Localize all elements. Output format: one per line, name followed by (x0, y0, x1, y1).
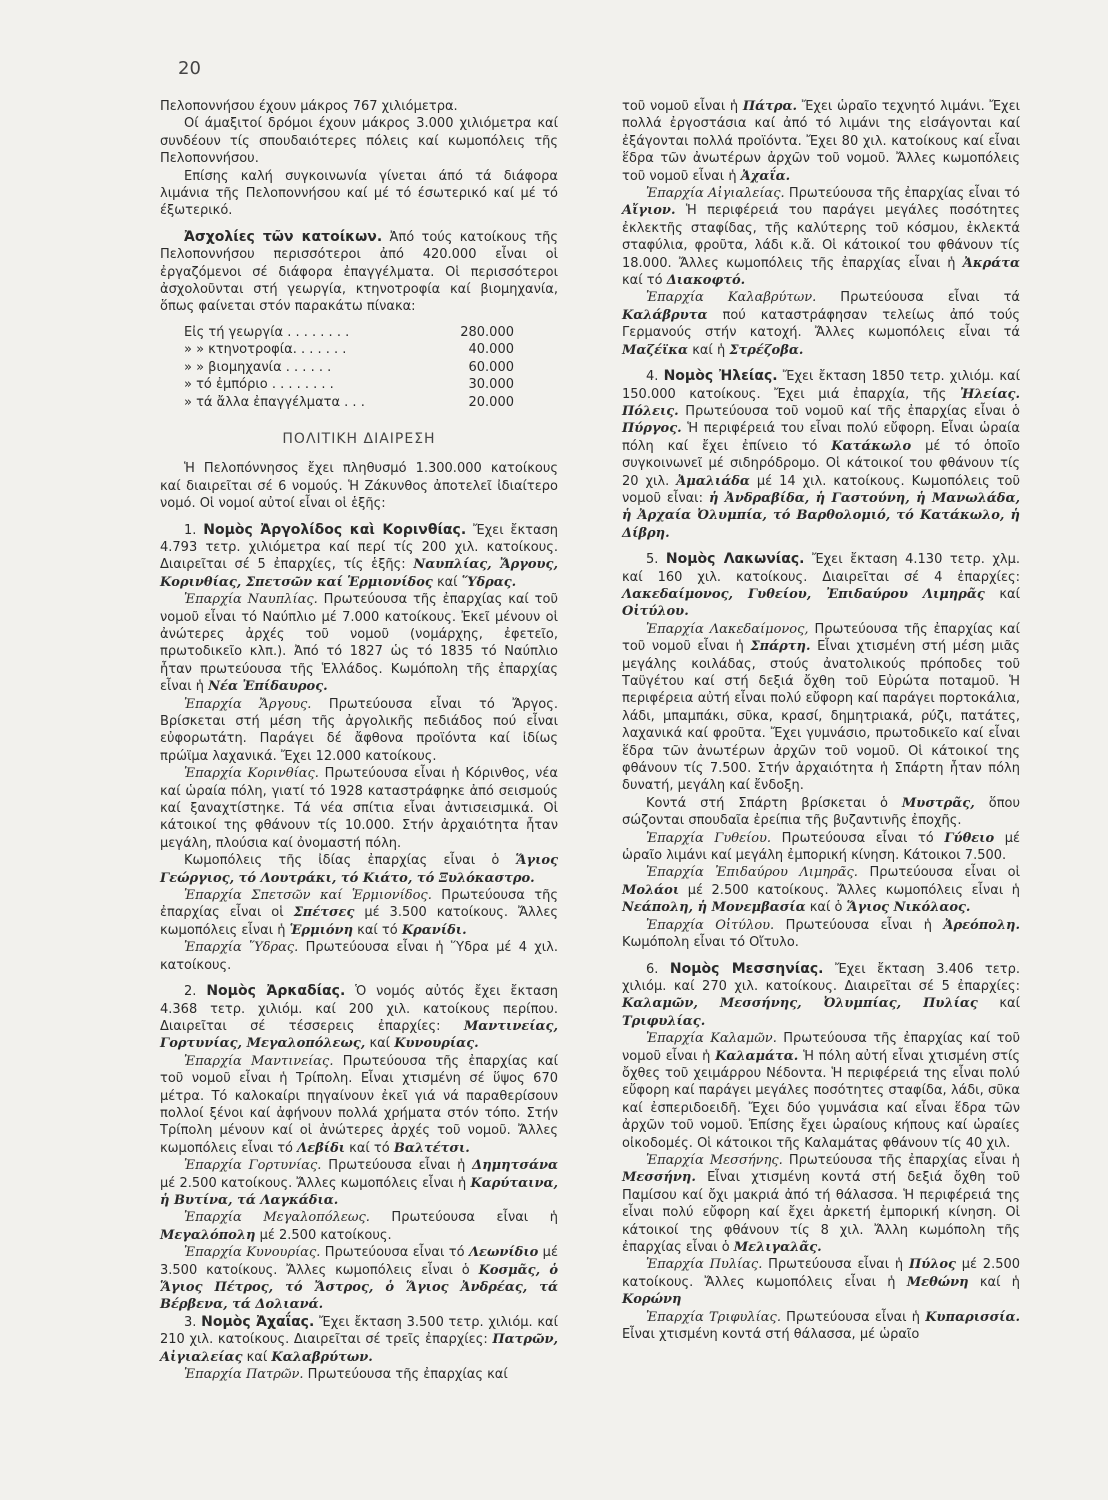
town-name: Κορώνη (622, 1292, 682, 1308)
right-column (622, 98, 1020, 1343)
province-text: μέ 2.500 κατοίκους. Ἄλλες κωμοπόλεις εἶναι ἡ (622, 1257, 1021, 1290)
province-text: Πρωτεύουσα εἶναι τό (781, 830, 934, 846)
province-text: πού καταστράφησαν τελείως ἀπό τούς Γερμανούς στήν κατοχή. Ἄλλες κωμοπόλεις εἶναι τά (622, 307, 1020, 341)
row-value: 40.000 (468, 342, 514, 358)
town-name: Μαζέϊκα (622, 342, 689, 358)
town-name: Ἑρμιόνη (289, 922, 354, 938)
province-text: Ἡ περιφέρειά του παράγει μεγάλες ποσότητες ἐκλεκτῆς σταφίδας, τῆς καλύτερης τοῦ κόσμου, ἐκλεκτά σταφύλια, φροῦτα, λάδι κ.ἄ. Οἱ κάτοικοί του φθάνουν τίς 18.000. Ἄλλες κωμοπόλεις τῆς ἐπαρχίας εἶναι ἡ (622, 203, 1020, 271)
province-list: Μαντινείας, Γορτυνίας, Μεγαλοπόλεως, (160, 1018, 558, 1052)
prefecture-text: Ἔχει ἔκταση 1850 τετρ. χιλιόμ. καί 150.000 κατοίκους. Ἔχει μιά ἐπαρχία, τῆς (622, 369, 1020, 402)
province-text: Πρωτεύουσα τῆς ἐπαρχίας εἶναι οἱ (160, 888, 559, 921)
province-text: Εἶναι χτισμένη στή μέση μιᾶς μεγάλης κοιλάδας, στούς ἀνατολικούς πρόποδες τοῦ Ταϋγέτου καί στή δεξιά ὄχθη τοῦ Εὐρώτα ποταμοῦ. Ἡ περιφέρεια αὐτή εἶναι πολύ εὔφορη καί παράγει πορτοκάλια, λάδι, μπαμπάκι, σῦκα, κρασί, δημητριακά, ρύζι, πατάτες, λαχανικά καί φροῦτα. Ἔχει γυμνάσιο, πρωτοδικεῖο καί εἶναι ἕδρα τῶν ἀνωτέρων ἀρχῶν τοῦ νομοῦ. Οἱ κάτοικοί της φθάνουν τίς 7.500. Στήν ἀρχαιότητα ἡ Σπάρτη ἦταν πόλη δυνατή, μεγάλη καί ἔνδοξη. (622, 639, 1020, 794)
province-megalopoli (160, 1209, 558, 1244)
conjunction: καί τό (622, 273, 663, 289)
table-row (184, 341, 514, 358)
province-patras (160, 1366, 558, 1383)
province-list: Λακεδαίμονος, Γυθείου, Ἐπιδαύρου Λιμηρᾶς (622, 586, 985, 602)
conjunction: καί τό (357, 922, 398, 938)
province-text: Πρωτεύουσα εἶναι τό Ἄργος. Βρίσκεται στή μέση τῆς ἀργολικῆς πεδιάδος πού εἶναι εὐφορωτάτη. Παράγει δέ ἄφθονα προϊόντα καί ἰδίως πρώϊμα λαχανικά. Ἔχει 12.000 κατοίκους. (160, 696, 558, 764)
patras-continued (622, 98, 1020, 185)
prefecture-5 (622, 551, 1020, 621)
province-name: Ἐπαρχία Γορτυνίας. (184, 1158, 322, 1174)
capital-name: Κυπαρισσία. (925, 1309, 1020, 1325)
conjunction: καί (246, 1349, 268, 1365)
korinthos-towns (160, 852, 558, 887)
province-last: Κυνουρίας. (394, 1036, 479, 1052)
town-name: Νέα Ἐπίδαυρος. (208, 679, 328, 695)
town-name: Μελιγαλᾶς. (733, 1240, 822, 1255)
section-title: ΠΟΛΙΤΙΚΗ ΔΙΑΙΡΕΣΗ (282, 430, 436, 447)
prefecture-number: 2. (184, 984, 197, 1000)
province-name: Ἐπαρχία Μεσσήνης. (646, 1152, 783, 1168)
page-number: 20 (178, 58, 201, 79)
province-text: Πρωτεύουσα εἶναι ἡ (768, 1257, 904, 1273)
prefecture-text: Ὁ νομός αὐτός ἔχει ἔκταση 4.368 τετρ. χιλιόμ. καί 200 χιλ. κατοίκους περίπου. Διαιρεῖται σέ τέσσερεις ἐπαρχίες: (160, 984, 558, 1034)
row-label: Εἰς τή γεωργία . . . . . . . . (184, 324, 350, 340)
province-name: Ἐπαρχία Πυλίας. (646, 1257, 763, 1273)
prefecture-number: 5. (646, 552, 659, 568)
conjunction: καί (999, 586, 1020, 602)
paragraph: Οί άμαξιτοί δρόμοι έχουν μάκρος 3.000 χιλιόμετρα καί συνδέουν τίς σπουδαιότερες πόλεις καί κωμοπόλεις τῆς Πελοποννήσου. (160, 116, 558, 167)
province-name: Ἠλείας. (959, 386, 1020, 402)
capital-name: Πάτρα. (742, 99, 798, 114)
town-name: Ἅγιος Νικόλαος. (846, 900, 971, 916)
occupations-table (184, 324, 514, 411)
capital-name: Σπάρτη. (750, 639, 811, 655)
province-text: Εἶναι χτισμένη κοντά στή θάλασσα, μέ ὡραῖο (622, 1327, 920, 1343)
town-list: Κοσμᾶς, ὁ Ἅγιος Πέτρος, τό Ἄστρος, ὁ Ἅγιος Ἀνδρέας, τά Βέρβενα, τά Δολιανά. (160, 1262, 559, 1313)
province-epidavros-limira (622, 864, 1020, 916)
province-text: Πρωτεύουσα εἶναι τό (324, 1245, 465, 1261)
town-name: Κρανίδι. (401, 922, 467, 938)
prefecture-6 (622, 961, 1020, 1031)
town-name: Ἀμαλιάδα (676, 473, 750, 489)
conjunction: καί (369, 1036, 391, 1052)
province-name: Ἐπαρχία Ναυπλίας. (184, 592, 318, 608)
town-name: Ἀκράτα (962, 255, 1020, 271)
province-text: Πρωτεύουσα εἶναι ἡ (785, 917, 932, 933)
row-label: » τά ἄλλα ἐπαγγέλματα . . . (184, 394, 365, 410)
province-name: Ἐπαρχία Κυνουρίας. (184, 1245, 321, 1261)
province-nafplio (160, 591, 558, 695)
capital-name: Γύθειο (944, 830, 995, 846)
province-pylia (622, 1256, 1020, 1308)
town-name: Κατάκωλο (831, 438, 912, 454)
row-label: » » βιομηχανία . . . . . . (184, 359, 332, 375)
capital-name: Μεγαλόπολη (160, 1227, 256, 1243)
prefecture-text: Ἔχει ἔκταση 4.793 τετρ. χιλιόμετρα καί περί τίς 200 χιλ. κατοίκους. Διαιρεῖται σέ 5 ἐπαρχίες, τίς ἑξῆς: (160, 522, 558, 573)
table-row (184, 324, 514, 341)
province-text: Πρωτεύουσα εἶναι ἡ (391, 1210, 558, 1226)
province-name: Ἐπαρχία Σπετσῶν καί Ἑρμιονίδος. (184, 888, 432, 904)
province-text: Πρωτεύουσα τῆς ἐπαρχίας καί τοῦ νομοῦ εἶναι ἡ (622, 1031, 1020, 1064)
row-value: 30.000 (468, 377, 514, 393)
province-gortynia (160, 1157, 558, 1209)
prefecture-text: Ἡ περιφέρειά του εἶναι πολύ εὔφορη. Εἶναι ὡραία πόλη καί ἔχει ἐπίνειο τό (622, 421, 1020, 454)
province-trifylia (622, 1309, 1020, 1344)
province-text: Ἔχει ὡραῖο τεχνητό λιμάνι. Ἔχει πολλά ἐργοστάσια καί ἀπό τό λιμάνι της εἰσάγονται καί ἐξάγονται πολλά προϊόντα. Ἔχει 80 χιλ. κατοίκους καί εἶναι ἕδρα τῶν ἀνωτέρων ἀρχῶν τοῦ νομοῦ. Ἄλλες κωμοπόλεις τοῦ νομοῦ εἶναι ἡ (622, 99, 1020, 184)
town-name: Λεβίδι (297, 1140, 346, 1156)
province-name: Ἐπαρχία Τριφυλίας. (646, 1309, 781, 1325)
province-text: Πρωτεύουσα τῆς ἐπαρχίας καί τοῦ νομοῦ εἶναι ἡ Τρίπολη. Εἶναι χτισμένη σέ ὕψος 670 μέτρα. Τό καλοκαίρι πηγαίνουν ἐκεῖ γιά νά παραθερίσουν πολλοί ξένοι καί ἀφήνουν πολλά χρήματα στόν τόπο. Στήν Τρίπολη μένουν καί οἱ ἀνώτερες ἀρχές τοῦ νομοῦ. Ἄλλες κωμοπόλεις εἶναι τό (160, 1053, 558, 1156)
capital-name: Πύργος. (622, 421, 682, 437)
town-list: Καρύταινα, ἡ Βυτίνα, τά Λαγκάδια. (160, 1175, 558, 1208)
towns-intro: Κωμοπόλεις τῆς ἰδίας ἐπαρχίας εἶναι ὁ (184, 853, 500, 869)
conjunction: καί (999, 996, 1020, 1012)
town-name: Μυστρᾶς, (901, 795, 975, 811)
town-list: ἡ Ἀνδραβίδα, ἡ Γαστούνη, ἡ Μανωλάδα, ἡ Ἀρχαία Ὀλυμπία, τό Βαρθολομιό, τό Κατάκωλο, ἡ Δίβρη. (622, 490, 1020, 541)
province-name: Ἐπαρχία Γυθείου. (646, 830, 772, 846)
prefecture-name: Νομὸς Μεσσηνίας. (669, 960, 824, 977)
province-hydra (160, 939, 558, 974)
capital-name: Καλάβρυτα (622, 307, 708, 323)
province-last: Τριφυλίας. (622, 1013, 706, 1029)
occupations-paragraph (160, 229, 558, 316)
province-last: Καλαβρύτων. (271, 1349, 373, 1365)
occupations-heading: Ἀσχολίες τῶν κατοίκων. (184, 228, 383, 245)
province-lakedaimon (622, 621, 1020, 795)
prefecture-name: Νομὸς Ἠλείας. (663, 368, 778, 385)
province-gytheio (622, 830, 1020, 865)
conjunction: καί τό (349, 1140, 390, 1156)
province-text: Πρωτεύουσα τῆς ἐπαρχίας καί τοῦ νομοῦ εἶναι τό Ναύπλιο μέ 7.000 κατοίκους. Ἐκεῖ μένουν οἱ ἀνώτερες ἀρχές τοῦ νομοῦ (νομάρχης, ἐφετεῖο, πρωτοδικεῖο κλπ.). Ἀπό τό 1827 ὡς τό 1835 τό Ναύπλιο ἦταν πρωτεύουσα τῆς Ἑλλάδος. Κωμόπολη τῆς ἐπαρχίας εἶναι ἡ (160, 592, 558, 695)
prefecture-text: Ἔχει ἔκταση 3.406 τετρ. χιλιόμ. καί 270 χιλ. κατοίκους. Διαιρεῖται σέ 5 ἐπαρχίες: (622, 961, 1020, 994)
province-text: μέ 3.500 κατοίκους. Ἄλλες κωμοπόλεις εἶναι ὁ (160, 1245, 558, 1278)
province-spetses (160, 887, 558, 939)
province-argos (160, 696, 558, 766)
province-text: μέ 2.500 κατοίκους. (259, 1227, 392, 1243)
town-list: Ἅγιος Γεώργιος, τό Λουτράκι, τό Κιάτο, τό Ξυλόκαστρο. (160, 853, 558, 886)
province-aigialeia (622, 185, 1020, 289)
province-korinthos (160, 765, 558, 852)
province-text: Πρωτεύουσα τῆς ἐπαρχίας εἶναι ἡ (788, 1152, 1021, 1168)
province-list: Ναυπλίας, Ἄργους, Κορινθίας, Σπετσῶν καί Ἑρμιονίδος (160, 557, 558, 590)
town-name: Στρέζοβα. (729, 342, 804, 358)
capital-name: Μεσσήνη. (622, 1170, 696, 1186)
prefecture-text: Ἔχει ἔκταση 4.130 τετρ. χλμ. καί 160 χιλ. κατοίκους. Διαιρεῖται σέ 4 ἐπαρχίες: (622, 552, 1020, 585)
town-name: Βαλτέτσι. (393, 1140, 470, 1156)
province-text: Πρωτεύουσα τῆς ἐπαρχίας καί (307, 1367, 508, 1383)
province-text: μέ 3.500 κατοίκους. Ἄλλες κωμοπόλεις εἶναι ἡ (160, 905, 558, 938)
capital-name: Μολάοι (622, 882, 680, 898)
prefecture-text: Ἔχει ἔκταση 3.500 τετρ. χιλιόμ. καί 210 χιλ. κατοίκους. Διαιρεῖται σέ τρεῖς ἐπαρχίες: (160, 1314, 559, 1348)
capital-name: Δημητσάνα (472, 1158, 558, 1174)
table-row (184, 359, 514, 376)
prefecture-name: Νομὸς Ἀρκαδίας. (206, 983, 346, 1000)
conjunction: καί ἡ (979, 1274, 1020, 1290)
row-label: » » κτηνοτροφία. . . . . . . (184, 342, 347, 358)
province-list: Πατρῶν, Αἰγιαλείας (160, 1332, 558, 1365)
province-name: Ἐπαρχία Οἰτύλου. (646, 917, 775, 933)
province-text: μέ ὡραῖο λιμάνι καί μεγάλη ἐμπορική κίνηση. Κάτοικοι 7.500. (622, 830, 1020, 864)
province-text: Πρωτεύουσα εἶναι τά (840, 290, 1020, 306)
capital-name: Σπέτσες (293, 905, 355, 921)
capital-name: Πύλος (908, 1257, 956, 1273)
province-name: Ἐπαρχία Λακεδαίμονος, (646, 621, 809, 637)
province-name: Ἐπαρχία Ἐπιδαύρου Λιμηρᾶς. (646, 865, 858, 881)
town-name: Ἀχαΐα. (740, 168, 791, 184)
province-text: Ἡ πόλη αὐτή εἶναι χτισμένη στίς ὄχθες τοῦ χειμάρρου Νέδοντα. Ἡ περιφέρειά της εἶναι πολύ εὔφορη καί παράγει μεγάλες ποσότητες σταφίδα, λάδι, σῦκα καί ἐσπεριδοειδῆ. Ἔχει δύο γυμνάσια καί εἶναι ἕδρα τῶν ἀρχῶν τοῦ νομοῦ. Ἐπίσης ἔχει ὡραίους κήπους καί ὡραίες οἰκοδομές. Οἱ κάτοικοι τῆς Καλαμάτας φθάνουν τίς 40 χιλ. (622, 1048, 1021, 1151)
province-text: Κωμόπολη εἶναι τό Οἴτυλο. (622, 935, 799, 951)
province-name: Ἐπαρχία Μεγαλοπόλεως. (184, 1210, 370, 1226)
province-name: Ἐπαρχία Καλαμῶν. (646, 1031, 777, 1047)
province-text: Πρωτεύουσα εἶναι οἱ (869, 865, 1020, 881)
conjunction: καί (436, 574, 458, 590)
province-kynouria (160, 1244, 558, 1314)
province-text: μέ 2.500 κατοίκους. Ἄλλες κωμοπόλεις εἶναι ἡ (160, 1175, 467, 1191)
province-list: Καλαμῶν, Μεσσήνης, Ὀλυμπίας, Πυλίας (622, 996, 978, 1012)
province-last: Οἰτύλου. (622, 604, 689, 620)
province-name: Ἐπαρχία Πατρῶν. (184, 1367, 304, 1383)
prefecture-2 (160, 983, 558, 1053)
town-list: Νεάπολη, ἡ Μονεμβασία (622, 900, 806, 916)
prefecture-number: 1. (184, 522, 197, 538)
province-text: Πρωτεύουσα εἶναι ἡ Ὕδρα μέ 4 χιλ. κατοίκους. (160, 940, 558, 973)
province-name: Ἐπαρχία Καλαβρύτων. (646, 290, 817, 306)
province-name: Ἐπαρχία Κορινθίας. (184, 766, 319, 782)
prefecture-number: 3. (184, 1314, 197, 1330)
province-text: μέ 2.500 κατοίκους. Ἄλλες κωμοπόλεις εἶναι ἡ (687, 882, 1020, 898)
province-messini (622, 1152, 1020, 1256)
row-value: 60.000 (468, 359, 514, 375)
province-name: Ἐπαρχία Αἰγιαλείας. (646, 186, 785, 202)
paragraph: Επίσης καλή συγκοινωνία γίνεται άπό τά διάφορα λιμάνια τῆς Πελοποννήσου καί μέ τό έσωτερικό καί μέ τό έξωτερικό. (160, 168, 558, 219)
cities-label: Πόλεις. (622, 403, 679, 419)
capital-name: Λεωνίδιο (468, 1245, 539, 1261)
conjunction: καί ἡ (692, 342, 726, 358)
prefecture-name: Νομὸς Ἀργολίδος καὶ Κορινθίας. (203, 521, 467, 538)
province-name: Ἐπαρχία Ὕδρας. (184, 940, 299, 956)
province-name: Ἐπαρχία Ἄργους. (184, 696, 312, 712)
province-text: τοῦ νομοῦ εἶναι ἡ (622, 99, 739, 114)
prefecture-number: 4. (646, 369, 659, 385)
mystras-paragraph (622, 795, 1020, 830)
province-kalavryta (622, 289, 1020, 359)
prefecture-name: Νομὸς Λακωνίας. (665, 551, 805, 568)
table-row (184, 376, 514, 393)
town-name: Διακοφτό. (666, 273, 746, 289)
province-text: Πρωτεύουσα εἶναι ἡ (328, 1158, 466, 1174)
capital-name: Καλαμάτα. (715, 1048, 799, 1064)
province-text: Εἶναι χτισμένη κοντά στή δεξιά ὄχθη τοῦ Παμίσου καί ὄχι μακριά ἀπό τή θάλασσα. Ἡ περιφέρειά της εἶναι πολύ εὔφορη καί ἔχει ἀρκετή ἐμπορική κίνηση. Οἱ κάτοικοί της φθάνουν τίς 8 χιλ. Ἄλλη κωμόπολη τῆς ἐπαρχίας εἶναι ὁ (622, 1170, 1020, 1255)
province-name: Ἐπαρχία Μαντινείας. (184, 1053, 334, 1069)
conjunction: καί ὁ (809, 900, 843, 916)
prefecture-number: 6. (646, 961, 659, 977)
capital-name: Ἀρεόπολη. (943, 917, 1020, 933)
capital-name: Αἴγιον. (622, 203, 676, 219)
province-last: Ὕδρας. (461, 574, 517, 590)
row-value: 280.000 (460, 324, 514, 340)
town-name: Μεθώνη (906, 1274, 969, 1290)
province-kalamata (622, 1030, 1020, 1152)
province-oitylo (622, 917, 1020, 952)
occupations-text: Ἀπό τούς κατοίκους τῆς Πελοποννήσου περισσότεροι ἀπό 420.000 εἶναι οἱ ἐργαζόμενοι σέ διάφορα ἐπαγγέλματα. Οἱ περισσότεροι ἀσχολοῦνται στή γεωργία, κτηνοτροφία καί βιομηχανία, ὅπως φαίνεται στόν παρακάτω πίνακα: (160, 229, 558, 315)
prefecture-text: μέ 14 χιλ. κατοίκους. Κωμοπόλεις τοῦ νομοῦ εἶναι: (622, 473, 1020, 506)
province-text: Πρωτεύουσα τῆς ἐπαρχίας εἶναι τό (788, 186, 1020, 202)
province-text: Πρωτεύουσα εἶναι ἡ (786, 1309, 921, 1325)
prefecture-text: Πρωτεύουσα τοῦ νομοῦ καί τῆς ἐπαρχίας εἶναι ὁ (685, 403, 1020, 419)
province-text: Κοντά στή Σπάρτη βρίσκεται ὁ (646, 795, 888, 811)
row-value: 20.000 (468, 394, 514, 410)
prefecture-4 (622, 368, 1020, 542)
prefecture-name: Νομὸς Ἀχαΐας. (201, 1313, 315, 1330)
paragraph: Πελοποννήσου έχουν μάκρος 767 χιλιόμετρα. (160, 99, 458, 114)
province-text: Πρωτεύουσα τῆς ἐπαρχίας καί τοῦ νομοῦ εἶναι ἡ (622, 621, 1021, 655)
prefecture-1 (160, 522, 558, 592)
prefecture-3 (160, 1314, 558, 1366)
province-text: ὅπου σώζονται σπουδαῖα ἐρείπια τῆς βυζαντινῆς ἐποχῆς. (622, 795, 1020, 829)
province-text: Πρωτεύουσα εἶναι ἡ Κόρινθος, νέα καί ὡραία πόλη, γιατί τό 1928 καταστράφηκε ἀπό σεισμούς καί ξαναχτίστηκε. Τά νέα σπίτια εἶναι ἀντισεισμικά. Οἱ κάτοικοί της φθάνουν τίς 10.000. Στήν ἀρχαιότητα ἦταν μεγάλη, πλούσια καί ὀνομαστή πόλη. (160, 766, 558, 851)
prefecture-text: μέ τό ὁποῖο συγκοινωνεῖ μέ σιδηρόδρομο. Οἱ κάτοικοί του φθάνουν τίς 20 χιλ. (622, 438, 1020, 489)
table-row (184, 394, 514, 411)
province-mantineia (160, 1053, 558, 1157)
row-label: » τό ἐμπόριο . . . . . . . . (184, 377, 334, 393)
left-column (160, 98, 558, 1383)
division-intro: Ἡ Πελοπόννησος ἔχει πληθυσμό 1.300.000 κατοίκους καί διαιρεῖται σέ 6 νομούς. Ἡ Ζάκυνθος ἀποτελεῖ ἰδιαίτερο νομό. Οἱ νομοί αὐτοί εἶναι οἱ ἑξῆς: (160, 461, 558, 512)
